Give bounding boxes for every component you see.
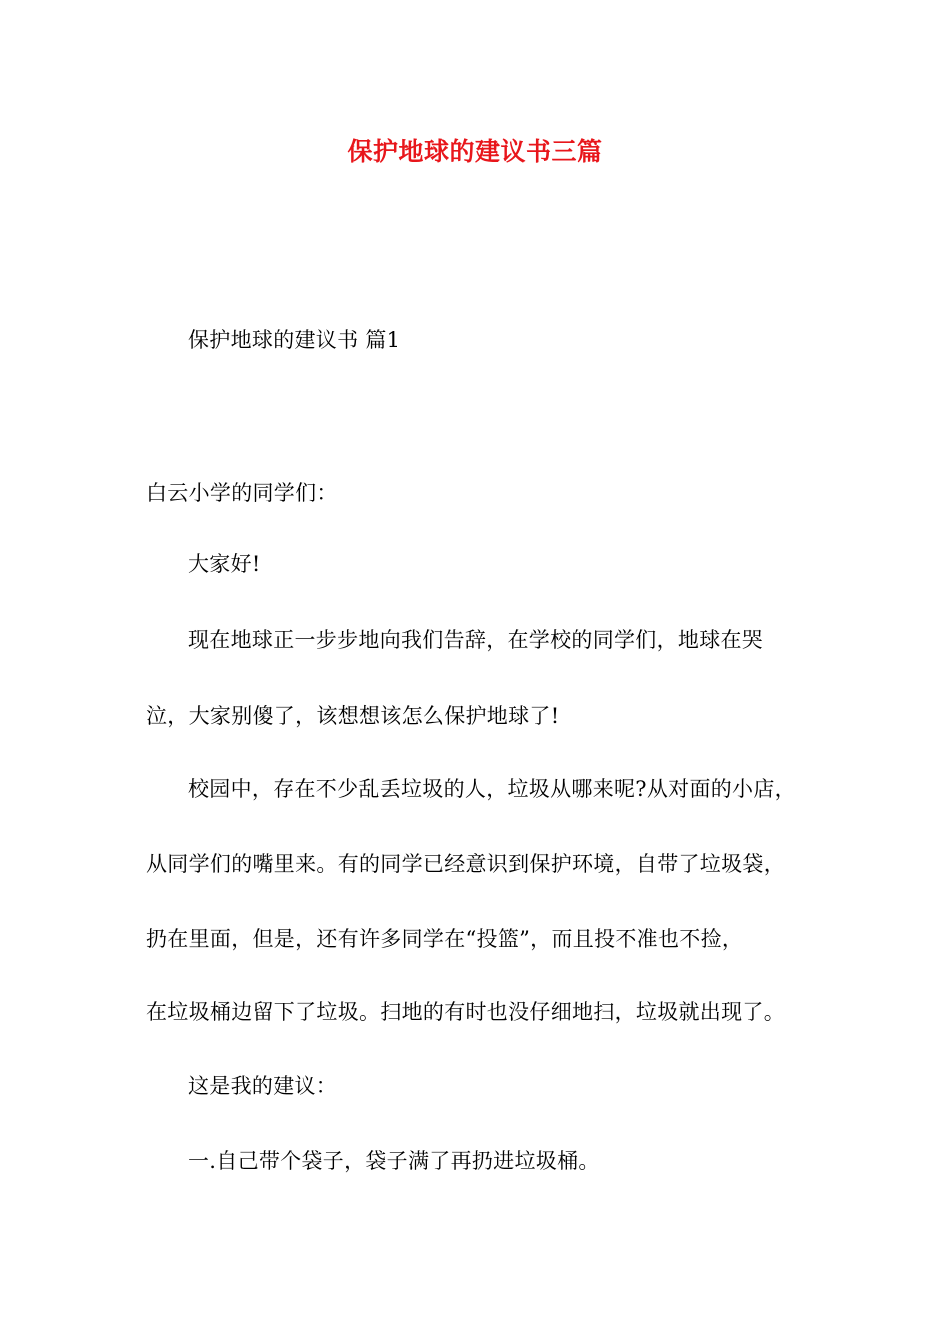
paragraph-line: 泣，大家别傻了，该想想该怎么保护地球了!: [146, 704, 560, 728]
salutation: 白云小学的同学们：: [146, 481, 338, 505]
greeting-line: 大家好!: [188, 552, 261, 576]
section-heading: 保护地球的建议书 篇1: [188, 328, 401, 352]
paragraph-line: 在垃圾桶边留下了垃圾。扫地的有时也没仔细地扫，垃圾就出现了。: [146, 1000, 785, 1024]
suggestion-item: 一.自己带个袋子，袋子满了再扔进垃圾桶。: [188, 1149, 600, 1173]
suggestion-intro: 这是我的建议：: [188, 1074, 338, 1098]
paragraph-line: 现在地球正一步步地向我们告辞，在学校的同学们，地球在哭: [188, 628, 764, 652]
paragraph-line: 扔在里面，但是，还有许多同学在“投篮”，而且投不准也不捡，: [146, 927, 744, 951]
document-title: 保护地球的建议书三篇: [347, 137, 603, 166]
paragraph-line: 从同学们的嘴里来。有的同学已经意识到保护环境，自带了垃圾袋，: [146, 852, 785, 876]
paragraph-line: 校园中，存在不少乱丢垃圾的人，垃圾从哪来呢?从对面的小店，: [188, 777, 796, 801]
